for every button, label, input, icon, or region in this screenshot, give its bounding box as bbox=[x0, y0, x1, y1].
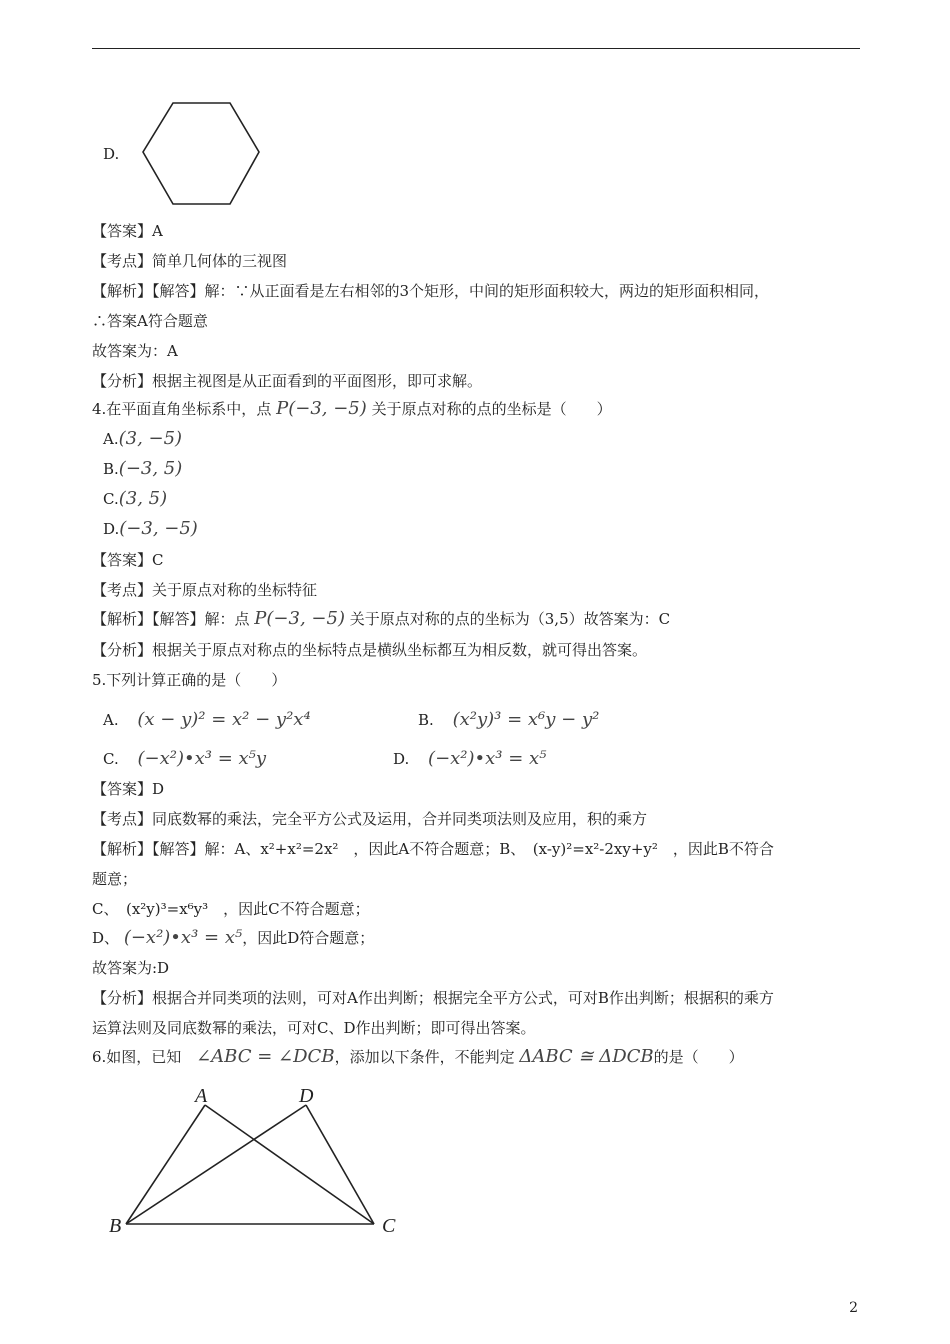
q5-jiexi-line3: C、 (x²y)³=x⁶y³ ，因此C不符合题意； bbox=[92, 900, 370, 918]
q4-stem-math: P(−3, −5) bbox=[276, 398, 367, 419]
q3-kaodian: 【考点】简单几何体的三视图 bbox=[92, 252, 288, 270]
q4-stem bbox=[92, 399, 612, 419]
q5-option-a bbox=[103, 710, 311, 730]
vertex-label-d: D bbox=[299, 1085, 314, 1107]
vertex-label-b: B bbox=[109, 1215, 122, 1237]
option-label: C. bbox=[103, 750, 119, 768]
option-math: (−3, −5) bbox=[119, 518, 198, 539]
q5-jiexi4-text-a: D、 bbox=[92, 929, 120, 947]
option-math: (−3, 5) bbox=[118, 458, 183, 479]
q4-fenxi: 【分析】根据关于原点对称点的坐标特点是横纵坐标都互为相反数，就可得出答案。 bbox=[92, 641, 648, 659]
hexagon-figure bbox=[140, 100, 262, 208]
q6-stem bbox=[92, 1047, 744, 1067]
q5-fenxi-line1: 【分析】根据合并同类项的法则，可对A作出判断；根据完全平方公式，可对B作出判断；根据积的乘方 bbox=[92, 989, 774, 1007]
q6-stem-text-b: ，添加以下条件，不能判定 bbox=[334, 1048, 515, 1066]
option-math: (3, −5) bbox=[118, 428, 183, 449]
q5-jiexi4-math: (−x²)•x³ = x⁵ bbox=[123, 927, 243, 948]
q5-jiexi-line1: 【解析】【解答】解：A、x²+x²=2x² ，因此A不符合题意；B、 (x-y)²=x²-2xy+y² ，因此B不符合 bbox=[92, 840, 774, 858]
q4-answer: 【答案】C bbox=[92, 551, 164, 569]
option-label: D. bbox=[103, 520, 120, 538]
q5-option-c bbox=[103, 749, 266, 769]
q5-final: 故答案为:D bbox=[92, 959, 170, 977]
option-math: (−x²)•x³ = x⁵y bbox=[137, 748, 267, 769]
q3-fenxi: 【分析】根据主视图是从正面看到的平面图形，即可求解。 bbox=[92, 372, 483, 390]
option-label: C. bbox=[103, 490, 119, 508]
q5-answer: 【答案】D bbox=[92, 780, 165, 798]
option-math: (3, 5) bbox=[118, 488, 168, 509]
q5-fenxi-line2: 运算法则及同底数幂的乘法，可对C、D作出判断；即可得出答案。 bbox=[92, 1019, 536, 1037]
q6-stem-text-a: 6.如图，已知 bbox=[92, 1048, 182, 1066]
q6-stem-text-c: 的是（ ） bbox=[653, 1048, 744, 1066]
option-label: B. bbox=[103, 460, 119, 478]
q3-answer: 【答案】A bbox=[92, 222, 163, 240]
q4-option-c bbox=[103, 489, 167, 509]
option-math: (x²y)³ = x⁶y − y² bbox=[452, 709, 600, 730]
q3-jiexi-line1: 【解析】【解答】解：∵从正面看是左右相邻的3个矩形，中间的矩形面积较大，两边的矩形面积相同， bbox=[92, 282, 770, 300]
q4-jiexi bbox=[92, 609, 670, 629]
q4-stem-text-b: 关于原点对称的点的坐标是（ ） bbox=[371, 400, 612, 418]
option-label: B. bbox=[418, 711, 434, 729]
q5-option-d bbox=[393, 749, 546, 769]
q6-stem-math2: ΔABC ≅ ΔDCB bbox=[519, 1046, 654, 1067]
q4-option-b bbox=[103, 459, 182, 479]
q4-jiexi-text-a: 【解析】【解答】解：点 bbox=[92, 610, 250, 628]
q5-option-b bbox=[418, 710, 599, 730]
option-label: A. bbox=[103, 430, 119, 448]
q4-option-a bbox=[103, 429, 182, 449]
vertex-label-c: C bbox=[382, 1215, 396, 1237]
header-rule bbox=[92, 48, 860, 49]
q4-option-d bbox=[103, 519, 198, 539]
q4-kaodian: 【考点】关于原点对称的坐标特征 bbox=[92, 581, 318, 599]
q5-jiexi4-text-b: ，因此D符合题意； bbox=[242, 929, 375, 947]
q4-jiexi-text-b: 关于原点对称的点的坐标为（3,5）故答案为：C bbox=[349, 610, 671, 628]
option-d-label: D. bbox=[103, 145, 120, 163]
option-label: A. bbox=[103, 711, 119, 729]
q4-jiexi-math: P(−3, −5) bbox=[254, 608, 345, 629]
q5-kaodian: 【考点】同底数幂的乘法，完全平方公式及运用，合并同类项法则及应用，积的乘方 bbox=[92, 810, 648, 828]
q3-jiexi-line2: ∴答案A符合题意 bbox=[92, 312, 208, 330]
option-math: (x − y)² = x² − y²x⁴ bbox=[137, 709, 311, 730]
q5-jiexi-line2: 题意； bbox=[92, 870, 138, 888]
option-math: (−x²)•x³ = x⁵ bbox=[428, 748, 547, 769]
option-label: D. bbox=[393, 750, 410, 768]
vertex-label-a: A bbox=[195, 1085, 208, 1107]
q5-jiexi-line4 bbox=[92, 928, 374, 948]
q3-final: 故答案为：A bbox=[92, 342, 178, 360]
q5-stem: 5.下列计算正确的是（ ） bbox=[92, 671, 287, 689]
page-number: 2 bbox=[849, 1300, 858, 1316]
q4-stem-text-a: 4.在平面直角坐标系中，点 bbox=[92, 400, 272, 418]
triangle-figure bbox=[100, 1080, 410, 1240]
q6-stem-math1: ∠ABC = ∠DCB bbox=[196, 1046, 335, 1067]
